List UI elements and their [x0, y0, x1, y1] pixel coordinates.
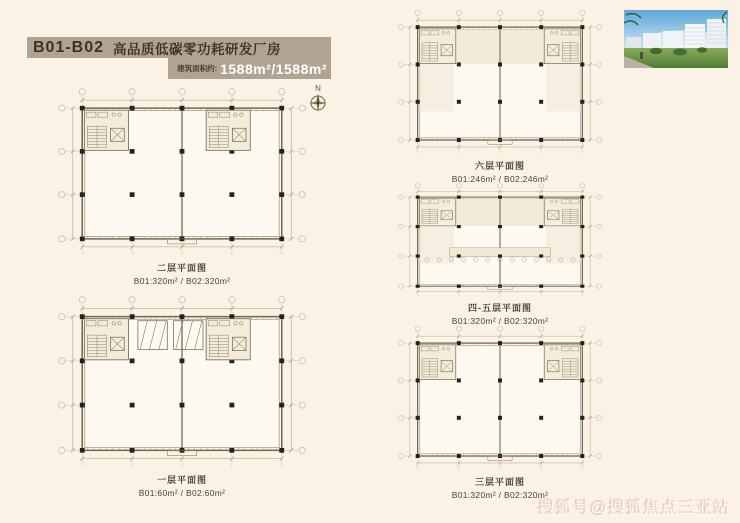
floor-plan-6f-drawing: [396, 8, 604, 160]
floor-plan-6f: [396, 8, 604, 185]
plan-2f-caption: 二层平面图: [156, 263, 207, 273]
plan-1f-areas: B01:60m² / B02:60m²: [138, 488, 226, 498]
compass-n-label: N: [315, 84, 321, 93]
rendering-scene: [624, 10, 728, 68]
title-strip: [27, 37, 331, 58]
floor-plan-1f-drawing: [56, 294, 308, 474]
floor-plan-3f-drawing: [396, 324, 604, 476]
plan-3f-areas: B01:320m² / B02:320m²: [451, 490, 549, 500]
plan-1f-caption: 一层平面图: [156, 475, 207, 485]
floor-plan-1f: [56, 294, 308, 499]
plan-6f-caption: 六层平面图: [474, 161, 525, 171]
page-title: 高品质低碳零功耗研发厂房: [113, 41, 282, 57]
plan-4-5f-caption: 四-五层平面图: [468, 303, 532, 313]
plan-6f-areas: B01:246m² / B02:246m²: [451, 174, 549, 184]
floor-plan-3f: [396, 324, 604, 501]
plan-2f-areas: B01:320m² / B02:320m²: [133, 276, 231, 286]
floor-plan-2f-drawing: [56, 86, 308, 262]
floor-plan-2f: [56, 86, 308, 287]
area-label: 建筑面积约:: [177, 64, 218, 73]
plan-4-5f-areas: B01:320m² / B02:320m²: [451, 316, 549, 326]
project-rendering-photo: [624, 10, 728, 68]
compass-north-icon: [306, 84, 330, 118]
floor-plan-4-5f: [396, 182, 604, 327]
area-value: 1588m²/1588m²: [220, 60, 327, 77]
plan-3f-caption: 三层平面图: [474, 477, 525, 487]
watermark: 搜狐号@搜狐焦点三亚站: [537, 499, 730, 517]
floor-plan-4-5f-drawing: [396, 182, 604, 302]
area-strip: [168, 58, 331, 79]
building-code: B01-B02: [33, 38, 105, 56]
compass-star-icon: [306, 93, 330, 113]
